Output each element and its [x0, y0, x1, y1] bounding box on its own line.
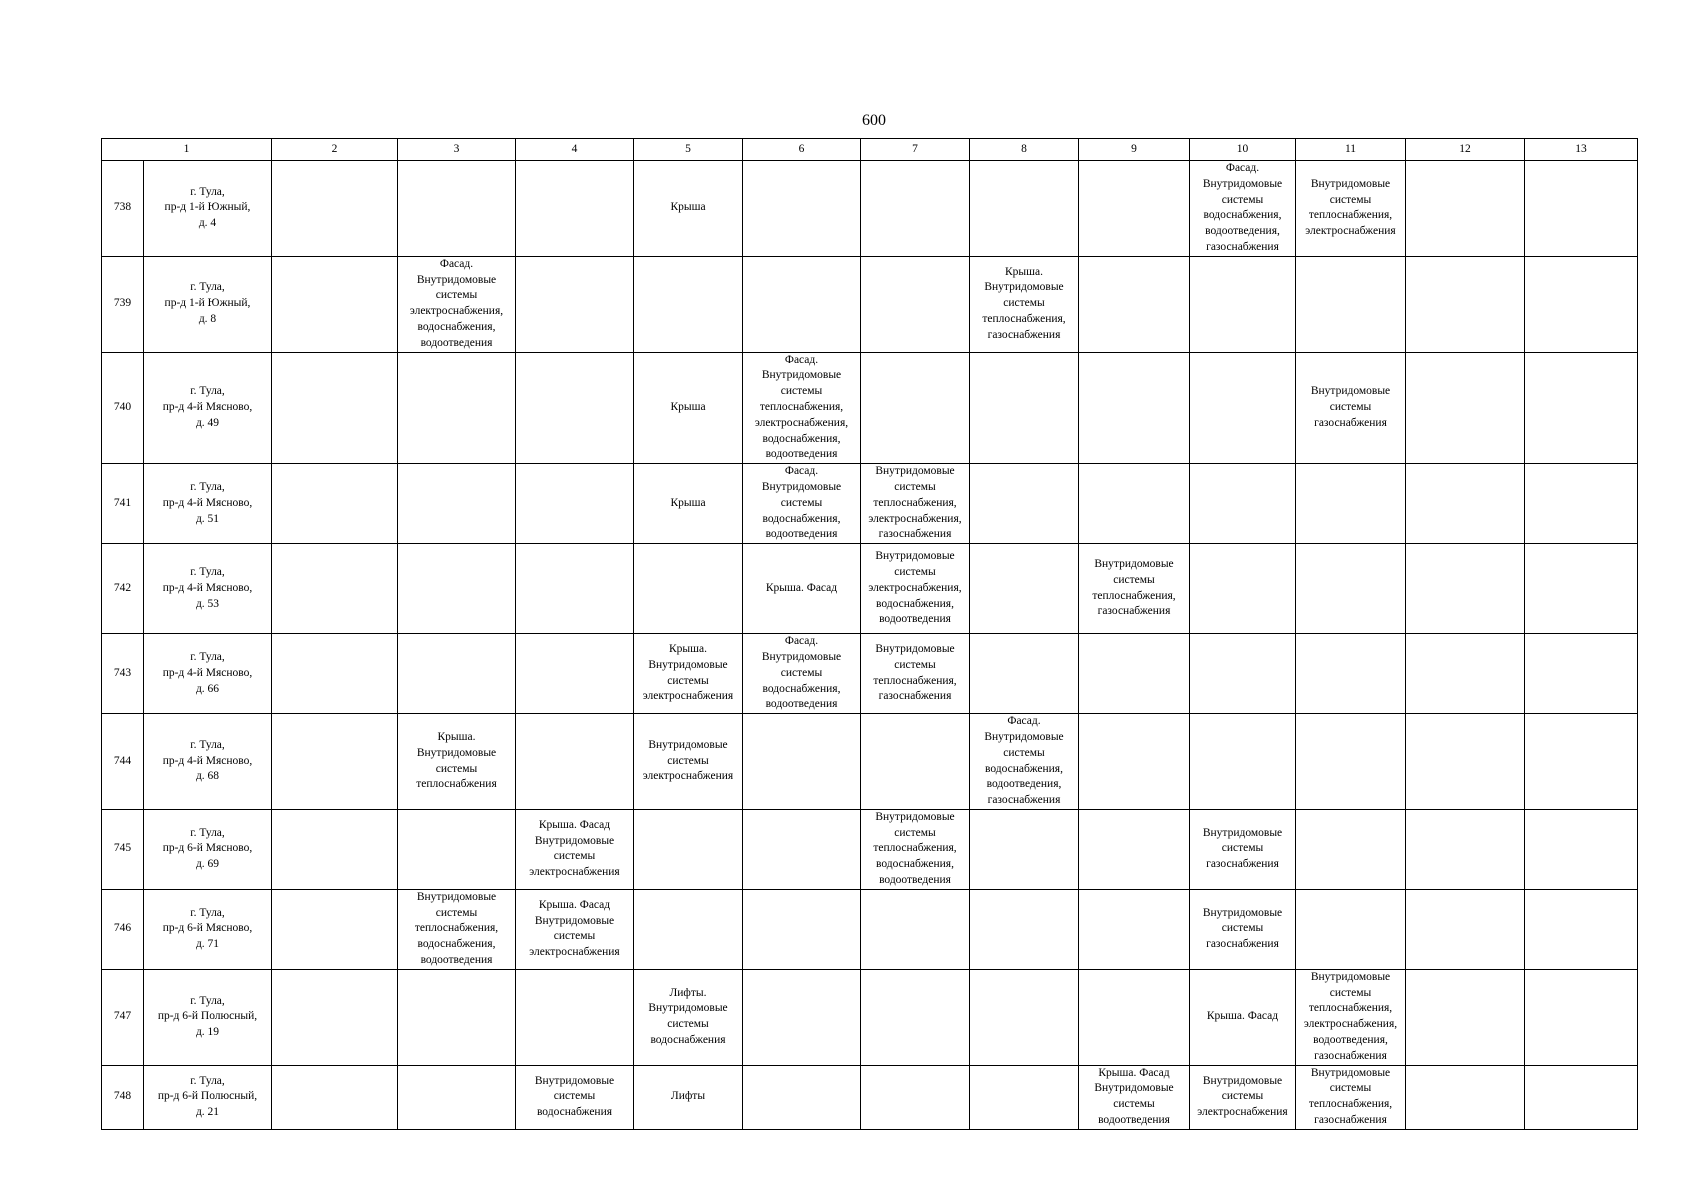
- work-cell-col-8: [970, 889, 1079, 969]
- work-cell-col-6: [743, 161, 861, 257]
- work-text: Внутридомовые системы газоснабжения: [1202, 826, 1283, 871]
- work-text: Внутридомовые системы газоснабжения: [1202, 906, 1283, 951]
- table-row: [102, 352, 1638, 464]
- address-text: г. Тула, пр-д 4-й Мясново, д. 68: [162, 738, 253, 783]
- table-row: [102, 809, 1638, 889]
- work-text: Внутридомовые системы теплоснабжения, водоснабжения, водоотведения: [873, 810, 957, 887]
- work-cell-col-7: [861, 1065, 970, 1129]
- work-text: Внутридомовые системы водоснабжения: [534, 1074, 615, 1119]
- work-text: Фасад. Внутридомовые системы электроснабжения, водоснабжения, водоотведения: [409, 257, 504, 349]
- work-cell-col-13: [1525, 809, 1638, 889]
- work-cell-col-4: [516, 256, 634, 352]
- work-cell-col-2: [272, 809, 398, 889]
- work-text: Фасад. Внутридомовые системы водоснабжения, водоотведения: [761, 465, 842, 541]
- column-header: 4: [516, 139, 634, 161]
- work-text: Внутридомовые системы электроснабжения, водоснабжения, водоотведения: [868, 550, 962, 626]
- address-text: г. Тула, пр-д 1-й Южный, д. 8: [164, 281, 251, 326]
- repair-schedule-table: [101, 138, 1638, 1130]
- work-text: Внутридомовые системы теплоснабжения, газоснабжения: [1092, 558, 1176, 618]
- work-cell-col-10: [1190, 464, 1296, 544]
- work-cell-col-4: [516, 714, 634, 810]
- work-text: Внутридомовые системы теплоснабжения, электроснабжения, газоснабжения: [868, 465, 962, 541]
- address-text: г. Тула, пр-д 4-й Мясново, д. 66: [162, 650, 253, 695]
- work-cell-col-8: [970, 634, 1079, 714]
- work-cell-col-5: [634, 161, 743, 257]
- work-cell-col-8: [970, 1065, 1079, 1129]
- work-cell-col-6: [743, 889, 861, 969]
- work-text: Крыша: [670, 201, 706, 214]
- work-cell-col-5: [634, 969, 743, 1065]
- work-cell-col-6: [743, 809, 861, 889]
- work-cell-col-2: [272, 256, 398, 352]
- work-text: Внутридомовые системы газоснабжения: [1310, 385, 1391, 429]
- table-row: [102, 714, 1638, 810]
- work-cell-col-6: [743, 634, 861, 714]
- work-cell-col-7: [861, 161, 970, 257]
- work-cell-col-12: [1406, 1065, 1525, 1129]
- work-cell-col-8: [970, 969, 1079, 1065]
- work-cell-col-2: [272, 544, 398, 634]
- work-cell-col-3: [398, 714, 516, 810]
- work-text: Внутридомовые системы теплоснабжения, газоснабжения: [873, 643, 957, 703]
- address-cell: [144, 1065, 272, 1129]
- column-header: 8: [970, 139, 1079, 161]
- work-text: Фасад. Внутридомовые системы водоснабжения, водоотведения: [761, 635, 842, 711]
- work-cell-col-4: [516, 889, 634, 969]
- work-cell-col-10: [1190, 352, 1296, 464]
- work-cell-col-13: [1525, 889, 1638, 969]
- work-text: Крыша: [670, 400, 706, 413]
- work-cell-col-7: [861, 969, 970, 1065]
- work-cell-col-8: [970, 352, 1079, 464]
- work-cell-col-5: [634, 714, 743, 810]
- work-cell-col-10: [1190, 256, 1296, 352]
- work-cell-col-10: [1190, 969, 1296, 1065]
- work-cell-col-3: [398, 809, 516, 889]
- work-cell-col-9: [1079, 969, 1190, 1065]
- work-cell-col-13: [1525, 634, 1638, 714]
- table-row: [102, 464, 1638, 544]
- table-row: [102, 256, 1638, 352]
- table-body: [102, 161, 1638, 1130]
- page-number: 600: [862, 112, 886, 129]
- work-cell-col-13: [1525, 544, 1638, 634]
- work-cell-col-7: [861, 464, 970, 544]
- address-text: г. Тула, пр-д 4-й Мясново, д. 49: [162, 385, 253, 429]
- table-row: [102, 1065, 1638, 1129]
- work-text: Крыша. Фасад: [765, 581, 838, 594]
- work-cell-col-13: [1525, 352, 1638, 464]
- work-cell-col-8: [970, 809, 1079, 889]
- work-cell-col-3: [398, 889, 516, 969]
- work-cell-col-6: [743, 464, 861, 544]
- work-cell-col-9: [1079, 256, 1190, 352]
- work-cell-col-2: [272, 634, 398, 714]
- work-text: Фасад. Внутридомовые системы водоснабжения, водоотведения, газоснабжения: [984, 715, 1064, 807]
- work-cell-col-11: [1296, 544, 1406, 634]
- work-cell-col-4: [516, 969, 634, 1065]
- row-number: 748: [102, 1065, 144, 1129]
- work-text: Лифты. Внутридомовые системы водоснабжения: [648, 986, 728, 1047]
- work-cell-col-12: [1406, 464, 1525, 544]
- work-cell-col-11: [1296, 256, 1406, 352]
- table-row: [102, 161, 1638, 257]
- work-cell-col-6: [743, 544, 861, 634]
- work-cell-col-4: [516, 634, 634, 714]
- work-text: Крыша. Фасад Внутридомовые системы водоотведения: [1094, 1066, 1174, 1127]
- work-cell-col-2: [272, 969, 398, 1065]
- work-cell-col-12: [1406, 889, 1525, 969]
- row-number: 747: [102, 969, 144, 1065]
- work-text: Внутридомовые системы теплоснабжения, водоснабжения, водоотведения: [414, 890, 499, 967]
- work-cell-col-9: [1079, 634, 1190, 714]
- work-cell-col-6: [743, 1065, 861, 1129]
- address-cell: [144, 464, 272, 544]
- work-cell-col-6: [743, 352, 861, 464]
- column-header: 2: [272, 139, 398, 161]
- work-cell-col-4: [516, 544, 634, 634]
- row-number: 745: [102, 809, 144, 889]
- column-header: 10: [1190, 139, 1296, 161]
- work-cell-col-4: [516, 352, 634, 464]
- work-text: Крыша. Внутридомовые системы электроснабжения: [642, 643, 734, 703]
- column-header: 7: [861, 139, 970, 161]
- work-cell-col-8: [970, 714, 1079, 810]
- work-cell-col-5: [634, 1065, 743, 1129]
- work-cell-col-9: [1079, 544, 1190, 634]
- work-cell-col-13: [1525, 1065, 1638, 1129]
- row-number: 744: [102, 714, 144, 810]
- work-cell-col-7: [861, 544, 970, 634]
- work-text: Внутридомовые системы теплоснабжения, электроснабжения, водоотведения, газоснабжения: [1303, 970, 1398, 1062]
- address-cell: [144, 969, 272, 1065]
- work-cell-col-11: [1296, 714, 1406, 810]
- work-text: Крыша. Фасад Внутридомовые системы электроснабжения: [529, 898, 620, 959]
- address-cell: [144, 256, 272, 352]
- work-cell-col-13: [1525, 969, 1638, 1065]
- address-text: г. Тула, пр-д 6-й Полюсный, д. 21: [157, 1074, 258, 1119]
- row-number: 743: [102, 634, 144, 714]
- address-cell: [144, 352, 272, 464]
- work-cell-col-5: [634, 889, 743, 969]
- column-header: 6: [743, 139, 861, 161]
- work-text: Крыша. Внутридомовые системы теплоснабжения, газоснабжения: [982, 265, 1066, 341]
- address-text: г. Тула, пр-д 1-й Южный, д. 4: [164, 185, 251, 230]
- work-cell-col-12: [1406, 809, 1525, 889]
- work-cell-col-10: [1190, 889, 1296, 969]
- column-header: 9: [1079, 139, 1190, 161]
- work-cell-col-9: [1079, 352, 1190, 464]
- work-cell-col-2: [272, 889, 398, 969]
- work-cell-col-7: [861, 352, 970, 464]
- work-text: Крыша. Фасад: [1206, 1010, 1279, 1023]
- work-cell-col-8: [970, 464, 1079, 544]
- work-cell-col-7: [861, 256, 970, 352]
- work-cell-col-8: [970, 544, 1079, 634]
- address-cell: [144, 161, 272, 257]
- work-cell-col-12: [1406, 969, 1525, 1065]
- work-text: Внутридомовые системы теплоснабжения, электроснабжения: [1305, 177, 1396, 238]
- work-cell-col-3: [398, 256, 516, 352]
- work-cell-col-9: [1079, 1065, 1190, 1129]
- table-row: [102, 969, 1638, 1065]
- work-cell-col-11: [1296, 969, 1406, 1065]
- work-text: Фасад. Внутридомовые системы теплоснабжения, электроснабжения, водоснабжения, водоотведения: [754, 353, 849, 461]
- work-text: Внутридомовые системы теплоснабжения, газоснабжения: [1308, 1066, 1393, 1127]
- column-header: 1: [102, 139, 272, 161]
- work-cell-col-9: [1079, 464, 1190, 544]
- address-cell: [144, 889, 272, 969]
- work-cell-col-3: [398, 634, 516, 714]
- work-cell-col-3: [398, 544, 516, 634]
- work-cell-col-8: [970, 256, 1079, 352]
- work-cell-col-4: [516, 809, 634, 889]
- address-cell: [144, 809, 272, 889]
- work-cell-col-11: [1296, 161, 1406, 257]
- work-cell-col-9: [1079, 889, 1190, 969]
- address-cell: [144, 634, 272, 714]
- work-cell-col-3: [398, 161, 516, 257]
- address-cell: [144, 544, 272, 634]
- work-cell-col-5: [634, 352, 743, 464]
- address-text: г. Тула, пр-д 6-й Полюсный, д. 19: [157, 994, 258, 1039]
- row-number: 742: [102, 544, 144, 634]
- work-cell-col-5: [634, 634, 743, 714]
- row-number: 746: [102, 889, 144, 969]
- work-cell-col-9: [1079, 714, 1190, 810]
- work-text: Лифты: [670, 1090, 706, 1103]
- work-cell-col-12: [1406, 352, 1525, 464]
- address-text: г. Тула, пр-д 4-й Мясново, д. 51: [162, 480, 253, 525]
- work-cell-col-10: [1190, 809, 1296, 889]
- work-cell-col-13: [1525, 256, 1638, 352]
- work-cell-col-12: [1406, 714, 1525, 810]
- row-number: 740: [102, 352, 144, 464]
- work-cell-col-5: [634, 256, 743, 352]
- row-number: 739: [102, 256, 144, 352]
- table-row: [102, 544, 1638, 634]
- work-cell-col-3: [398, 352, 516, 464]
- work-cell-col-2: [272, 161, 398, 257]
- work-text: Внутридомовые системы электроснабжения: [1197, 1074, 1288, 1119]
- work-cell-col-10: [1190, 161, 1296, 257]
- work-cell-col-4: [516, 1065, 634, 1129]
- work-text: Крыша. Фасад Внутридомовые системы электроснабжения: [529, 818, 620, 879]
- row-number: 738: [102, 161, 144, 257]
- work-cell-col-13: [1525, 714, 1638, 810]
- work-cell-col-7: [861, 714, 970, 810]
- work-cell-col-10: [1190, 1065, 1296, 1129]
- work-text: Крыша: [670, 496, 706, 509]
- work-cell-col-10: [1190, 714, 1296, 810]
- work-cell-col-11: [1296, 634, 1406, 714]
- work-cell-col-13: [1525, 161, 1638, 257]
- work-cell-col-11: [1296, 889, 1406, 969]
- address-text: г. Тула, пр-д 6-й Мясново, д. 71: [162, 906, 253, 951]
- work-cell-col-11: [1296, 464, 1406, 544]
- work-cell-col-13: [1525, 464, 1638, 544]
- work-cell-col-7: [861, 634, 970, 714]
- work-cell-col-5: [634, 809, 743, 889]
- work-cell-col-8: [970, 161, 1079, 257]
- work-text: Фасад. Внутридомовые системы водоснабжения, водоотведения, газоснабжения: [1202, 162, 1283, 253]
- work-cell-col-7: [861, 889, 970, 969]
- work-cell-col-10: [1190, 544, 1296, 634]
- work-cell-col-3: [398, 464, 516, 544]
- column-header: 13: [1525, 139, 1638, 161]
- row-number: 741: [102, 464, 144, 544]
- work-cell-col-9: [1079, 809, 1190, 889]
- work-cell-col-2: [272, 352, 398, 464]
- work-text: Крыша. Внутридомовые системы теплоснабжения: [416, 730, 497, 791]
- work-cell-col-11: [1296, 352, 1406, 464]
- work-cell-col-12: [1406, 161, 1525, 257]
- work-cell-col-3: [398, 1065, 516, 1129]
- table-row: [102, 634, 1638, 714]
- column-header: 11: [1296, 139, 1406, 161]
- header-row: [102, 139, 1638, 161]
- work-cell-col-6: [743, 256, 861, 352]
- work-cell-col-12: [1406, 634, 1525, 714]
- column-header: 12: [1406, 139, 1525, 161]
- column-header: 3: [398, 139, 516, 161]
- work-cell-col-12: [1406, 544, 1525, 634]
- address-cell: [144, 714, 272, 810]
- work-cell-col-4: [516, 161, 634, 257]
- work-cell-col-7: [861, 809, 970, 889]
- work-cell-col-10: [1190, 634, 1296, 714]
- work-cell-col-5: [634, 464, 743, 544]
- work-cell-col-3: [398, 969, 516, 1065]
- work-cell-col-5: [634, 544, 743, 634]
- column-header: 5: [634, 139, 743, 161]
- work-cell-col-11: [1296, 809, 1406, 889]
- address-text: г. Тула, пр-д 4-й Мясново, д. 53: [162, 565, 253, 610]
- address-text: г. Тула, пр-д 6-й Мясново, д. 69: [162, 826, 253, 871]
- work-cell-col-4: [516, 464, 634, 544]
- work-cell-col-6: [743, 969, 861, 1065]
- work-cell-col-9: [1079, 161, 1190, 257]
- work-cell-col-2: [272, 714, 398, 810]
- work-text: Внутридомовые системы электроснабжения: [642, 738, 734, 783]
- work-cell-col-12: [1406, 256, 1525, 352]
- work-cell-col-2: [272, 1065, 398, 1129]
- work-cell-col-11: [1296, 1065, 1406, 1129]
- work-cell-col-2: [272, 464, 398, 544]
- work-cell-col-6: [743, 714, 861, 810]
- table-row: [102, 889, 1638, 969]
